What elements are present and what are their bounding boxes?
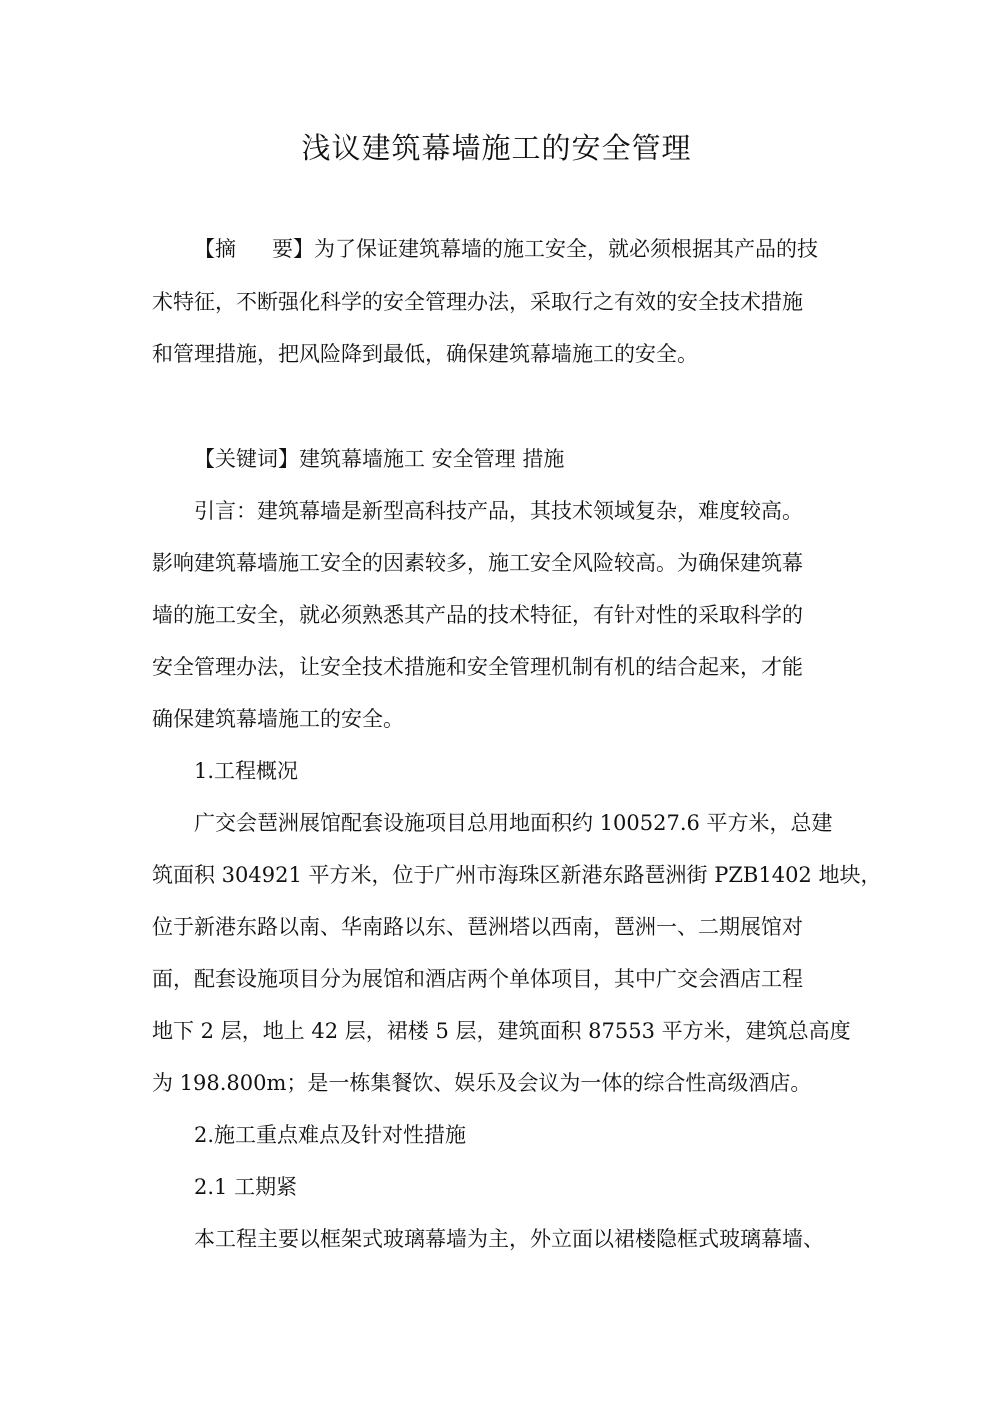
section2-heading: 2.施工重点难点及针对性措施 <box>194 1123 467 1147</box>
abstract-line-1 <box>194 234 818 264</box>
abstract-line-3: 和管理措施，把风险降到最低，确保建筑幕墙施工的安全。 <box>152 342 698 366</box>
section1-line-3: 位于新港东路以南、华南路以东、琶洲塔以西南，琶洲一、二期展馆对 <box>152 915 803 939</box>
section1-line-5: 地下 2 层，地上 42 层，裙楼 5 层，建筑面积 87553 平方米，建筑总高度 <box>152 1019 851 1043</box>
abstract-label-close: 要】 <box>272 237 314 261</box>
intro-line-4: 安全管理办法，让安全技术措施和安全管理机制有机的结合起来，才能 <box>152 655 803 679</box>
intro-line-2: 影响建筑幕墙施工安全的因素较多，施工安全风险较高。为确保建筑幕 <box>152 551 803 575</box>
section2-1-heading: 2.1 工期紧 <box>194 1175 298 1199</box>
keywords-label: 【关键词】 <box>194 447 299 471</box>
intro-line-1: 引言：建筑幕墙是新型高科技产品，其技术领域复杂，难度较高。 <box>194 499 803 523</box>
section1-heading: 1.工程概况 <box>194 759 299 783</box>
intro-line-3: 墙的施工安全，就必须熟悉其产品的技术特征，有针对性的采取科学的 <box>152 603 803 627</box>
abstract-line-2: 术特征，不断强化科学的安全管理办法，采取行之有效的安全技术措施 <box>152 290 803 314</box>
intro-line-5: 确保建筑幕墙施工的安全。 <box>152 707 404 731</box>
keywords-line <box>194 444 564 474</box>
section1-line-1: 广交会琶洲展馆配套设施项目总用地面积约 100527.6 平方米，总建 <box>194 811 833 835</box>
document-title: 浅议建筑幕墙施工的安全管理 <box>301 131 692 165</box>
section1-line-2: 筑面积 304921 平方米，位于广州市海珠区新港东路琶洲街 PZB1402 地块， <box>152 863 882 887</box>
abstract-text: 为了保证建筑幕墙的施工安全，就必须根据其产品的技 <box>314 237 818 261</box>
section1-line-6: 为 198.800m；是一栋集餐饮、娱乐及会议为一体的综合性高级酒店。 <box>152 1071 812 1095</box>
section1-line-4: 面，配套设施项目分为展馆和酒店两个单体项目，其中广交会酒店工程 <box>152 967 803 991</box>
abstract-label-open: 【摘 <box>194 237 236 261</box>
keywords-text: 建筑幕墙施工 安全管理 措施 <box>299 447 565 471</box>
section2-1-line-1: 本工程主要以框架式玻璃幕墙为主，外立面以裙楼隐框式玻璃幕墙、 <box>194 1227 824 1251</box>
